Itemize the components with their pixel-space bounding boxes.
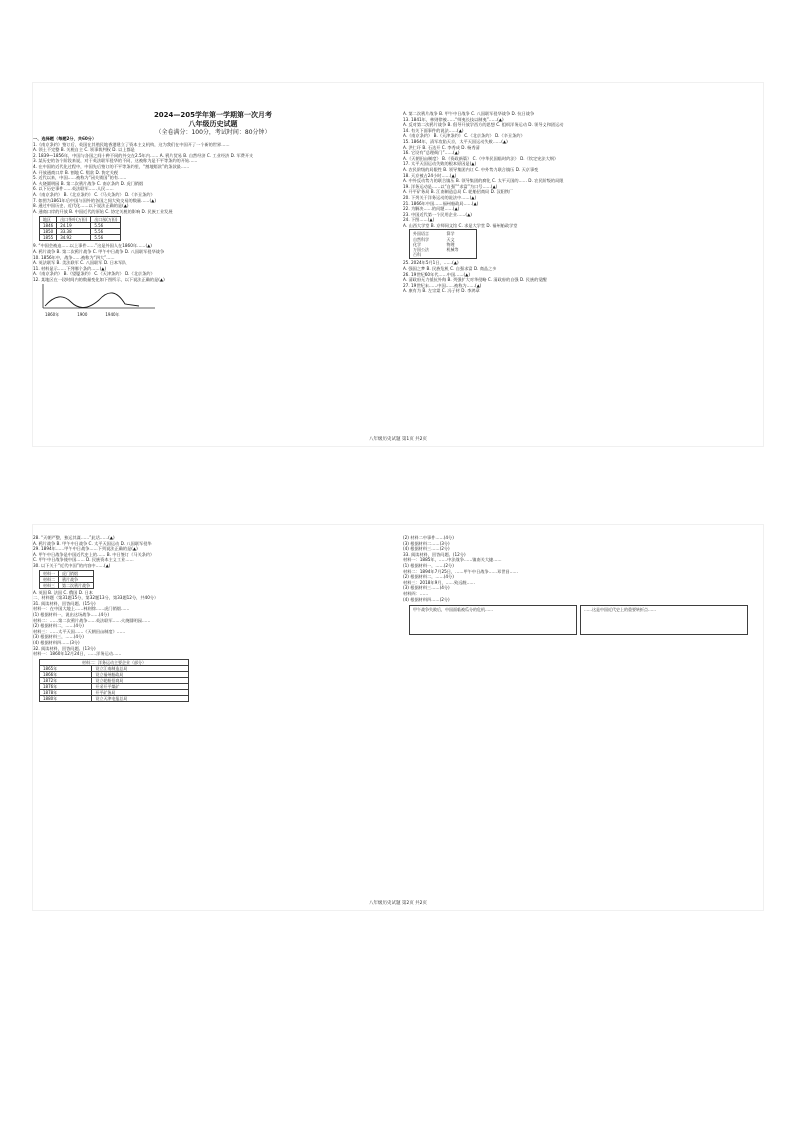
table-cell: 1846 bbox=[40, 223, 57, 229]
question-line: 6. 以下历史事件……英法联军……人民…… bbox=[33, 186, 114, 192]
course-item: 万国公法 bbox=[413, 247, 429, 253]
question-line: (2) 根据材料二，……(4分) bbox=[33, 623, 84, 629]
table-row bbox=[40, 695, 189, 701]
question-line: 19. 洋务运动是……以“自强”“求富”为口号……(▲) bbox=[403, 183, 498, 189]
question-line: A. 中外反动势力的联合镇压 B. 领导集团的腐化 C. 太平天国的…… D. 农民阶级的局限 bbox=[403, 178, 564, 184]
page2-left-column bbox=[33, 525, 393, 910]
table-cell: 设立福州船政局 bbox=[92, 671, 189, 677]
page-footer: 八年级历史试题 第2页 共2页 bbox=[368, 901, 428, 906]
question-line: 26. 19世纪60年代……中国……(▲) bbox=[403, 271, 471, 277]
course-item: 算学 bbox=[446, 231, 455, 237]
page1-left-questions bbox=[33, 142, 393, 215]
question-line: (2) 根据材料二，……(4分) bbox=[403, 574, 454, 580]
table-row bbox=[40, 582, 94, 588]
question-line: A.《天朝田亩制度》 B.《资政新篇》 C.《中华民国临时约法》 D.《钦定宪法大纲》 bbox=[403, 155, 559, 161]
question-line: A. 甲午中日战争是中国近代史上的…… B. 中日签订《马关条约》 bbox=[33, 551, 155, 557]
table-cell: 1876年 bbox=[40, 683, 92, 689]
question-line: 13. 1841年，林则徐被……“师夷长技以制夷”……(▲) bbox=[403, 116, 504, 122]
table-header-cell: 地区 bbox=[40, 217, 57, 223]
table-cell: 材料三 bbox=[40, 582, 59, 588]
question-12-graph bbox=[39, 282, 393, 318]
question-line: A. 鸦片战争 B. 第二次鸦片战争 C. 甲午中日战争 D. 八国联军侵华战争 bbox=[33, 248, 165, 254]
page2-right-questions bbox=[403, 535, 763, 602]
page-footer: 八年级历史试题 第1页 共2页 bbox=[368, 437, 428, 442]
graph-year-label: 1860年 bbox=[45, 312, 60, 318]
table-cell: 5.56 bbox=[91, 229, 121, 235]
course-item: 物理 bbox=[446, 241, 455, 247]
question-line: 二、材料题（第31题15分，第32题13分，第33题12分，共40分） bbox=[33, 595, 159, 601]
table-cell: 33.38 bbox=[57, 229, 91, 235]
question-line: A. 英国 B. 法国 C. 俄国 D. 日本 bbox=[33, 589, 93, 595]
graph-year-label: 1940年 bbox=[105, 312, 120, 318]
table-cell: 34.92 bbox=[57, 235, 91, 241]
question-line: 18. 天京被占24小时……(▲) bbox=[403, 172, 457, 178]
question-line: A. 开平矿务局 B. 江南制造总局 C. 轮船招商局 D. 汉阳铁厂 bbox=[403, 189, 514, 195]
table-header-cell: 出口茶叶(万担) bbox=[57, 217, 91, 223]
course-item: 天文 bbox=[446, 236, 455, 242]
question-line: 17. 太平天国运动失败的根本原因是(▲) bbox=[403, 161, 477, 167]
question-line: C. 甲午中日战争使中国…… D. 民族资本主义工业…… bbox=[33, 557, 134, 563]
question-line: (4) 根据材料三……(2分) bbox=[403, 546, 450, 552]
table-cell: 设立轮船招商局 bbox=[92, 677, 189, 683]
question-line: A. 通商口岸的开放 B. 中国近代的原始 C. 协定关税的影响 D. 民族工业发展 bbox=[33, 208, 173, 214]
table-cell: 1850 bbox=[40, 229, 57, 235]
table-row bbox=[40, 235, 121, 241]
question-24-box bbox=[409, 229, 477, 259]
question-line: 材料一：1885年，……中法战争……镇南关大捷…… bbox=[403, 557, 502, 563]
question-line: 9. “中国会被迫……以上事件……”这是外国人在1860年……(▲) bbox=[33, 243, 152, 249]
table-cell: 24.19 bbox=[57, 223, 91, 229]
table-header-cell: 出口丝(万担) bbox=[91, 217, 121, 223]
question-line: (1) 根据材料一，……(2分) bbox=[403, 562, 454, 568]
table-cell: 5.56 bbox=[91, 235, 121, 241]
page1-right-questions bbox=[403, 111, 763, 228]
question-line: 4. 在中国的近代化过程中，中国先后签订的不平等条约里，“割地赔款”的条款最…… bbox=[33, 163, 190, 169]
exam-info: （全卷满分：100分，考试时间：80分钟） bbox=[155, 129, 271, 136]
question-line: 25. 2024年5月1日，……(▲) bbox=[403, 260, 459, 266]
question-line: A. 开放通商口岸 B. 割地 C. 赔款 D. 协定关税 bbox=[33, 169, 119, 175]
question-line: A. 领土不完整 B. 关税自主 C. 领事裁判权 D. 以上都是 bbox=[33, 147, 135, 153]
course-item: 百科 bbox=[413, 252, 421, 258]
table-cell: 5.56 bbox=[91, 223, 121, 229]
table-cell: 材料一 bbox=[40, 570, 59, 576]
table-cell: 1880年 bbox=[40, 695, 92, 701]
question-line: A. 火烧圆明园 B. 第二次鸦片战争 C. 南京条约 D. 虎门销烟 bbox=[33, 180, 144, 186]
question-7-table bbox=[39, 216, 121, 241]
question-line: A. 农民阶级的局限性 B. 领导集团内讧 C. 中外势力联合镇压 D. 天京事变 bbox=[403, 166, 539, 172]
question-line: 24. 下图……(▲) bbox=[403, 217, 435, 223]
question-line: A. 强国之梦 B. 民族危机 C. 自强求富 D. 商品之多 bbox=[403, 266, 497, 272]
table-cell: 材料二 bbox=[40, 576, 59, 582]
question-line: A.《南京条约》 B.《北京条约》 C.《马关条约》 D.《辛丑条约》 bbox=[33, 191, 155, 197]
question-line: 23. 中国近代第一个民用企业……(▲) bbox=[403, 211, 472, 217]
question-line: (3) 根据材料二……(3分) bbox=[403, 540, 450, 546]
question-line: A. 康有为 B. 左宗棠 C. 冯子材 D. 李鸿章 bbox=[403, 288, 480, 294]
table-cell: 第二次鸦片战争 bbox=[59, 582, 94, 588]
table-cell: 开平矿务局 bbox=[92, 689, 189, 695]
question-line: 5. 近代以来，中国……被称为“闭关锁国”的有…… bbox=[33, 175, 127, 181]
page1-right-questions-b bbox=[403, 260, 763, 294]
table-cell: 设立江南制造总局 bbox=[92, 665, 189, 671]
question-line: (3) 根据材料三，……(4分) bbox=[33, 634, 84, 640]
table-cell: 虎门销烟 bbox=[59, 570, 94, 576]
question-line: A. 洪仁玕 B. 石达开 C. 李秀成 D. 杨秀清 bbox=[403, 144, 480, 150]
question-line: 22. 为解决……的问题……(▲) bbox=[403, 206, 460, 212]
question-line: 材料一：1860年12月24日，……洋务运动…… bbox=[33, 651, 122, 657]
question-line: 材料四：…… bbox=[403, 590, 429, 596]
table-cell: 1855 bbox=[40, 235, 57, 241]
question-line: 10. 1856年中，战争……被称为“四大”…… bbox=[33, 254, 115, 260]
table-cell: 设立天津电报总局 bbox=[92, 695, 189, 701]
question-line: 20. 下列关于洋务运动的说法中……(▲) bbox=[403, 194, 477, 200]
question-line: 材料一：在中国大地上……林则徐……虎门销烟…… bbox=[33, 606, 130, 612]
question-line: (2) 材料二中事件……(4分) bbox=[403, 535, 454, 540]
question-line: A.《南京条约》 B.《天津条约》 C.《北京条约》 D.《辛丑条约》 bbox=[403, 133, 525, 139]
question-line: 21. 1866年中国……福州船政局……(▲) bbox=[403, 200, 479, 206]
question-30-table bbox=[39, 570, 94, 589]
page1-right-column bbox=[403, 83, 763, 446]
question-line: 29. 1894年……甲午中日战争……下列说法正确的是(▲) bbox=[33, 546, 138, 552]
question-line: A. 清政府无力抵抗外侮 B. 列强扩大对华侵略 C. 清政府的自强 D. 民族的觉醒 bbox=[403, 277, 547, 283]
page2-left-questions-b bbox=[33, 590, 393, 657]
question-line: 材料三：2018年9月，……致远舰…… bbox=[403, 579, 475, 585]
question-line: 材料二：1894年7月25日，……甲午中日战争……邓世昌…… bbox=[403, 568, 518, 574]
question-line: (4) 根据材料四……(3分) bbox=[33, 639, 80, 645]
question-line: (4) 根据材料四……(2分) bbox=[403, 596, 450, 602]
question-line: 15. 1864年，清军攻陷天京，太平天国运动失败……(▲) bbox=[403, 138, 508, 144]
material-box-left: 甲午战争失败后，中国面临被瓜分的危机…… bbox=[409, 605, 577, 635]
question-line: A. 反对第二次鸦片战争 B. 倡导开放学西方的思想 C. 组织洋务运动 D. 领导义和团运动 bbox=[403, 122, 564, 128]
page2-left-questions bbox=[33, 535, 393, 569]
question-line: 3. 某历史的各个阶段来说，对于英法联军侵华的不同，这被称为是不平等条约的开始…… bbox=[33, 158, 198, 164]
table-cell: 1872年 bbox=[40, 677, 92, 683]
question-line: A. 山西大学堂 B. 京师同文馆 C. 求是大学堂 D. 福州船政学堂 bbox=[403, 222, 518, 228]
page2-right-column bbox=[403, 525, 763, 910]
graph-curve bbox=[45, 293, 139, 308]
question-line: 16. 它设有“总理衙门”……(▲) bbox=[403, 150, 460, 156]
question-line: 12. 某地区在一段时间内的数量变化如下图所示，以下说法正确的是(▲) bbox=[33, 276, 165, 282]
question-line: A. 英法联军 B. 美法联军 C. 八国联军 D. 日本军队 bbox=[33, 260, 127, 266]
table-title: 材料二：洋务运动主要企业（部分） bbox=[40, 659, 189, 665]
table-cell: 1878年 bbox=[40, 689, 92, 695]
question-line: 1.《南京条约》签订后，英国在其殖民地香港建立了资本主义机构，这为我们在中国开了一个新的世界…… bbox=[33, 141, 230, 147]
exam-title: 2024—205学年第一学期第一次月考 bbox=[153, 111, 273, 119]
section-1-heading: 一、选择题（每题2分，共60分） bbox=[33, 136, 97, 141]
exam-page-2 bbox=[33, 525, 763, 910]
question-32-table bbox=[39, 659, 189, 702]
question-line: 32. 阅读材料，回答问题。(13分) bbox=[33, 645, 96, 651]
question-line: 11. 材料显示……下列哪个条约……(▲) bbox=[33, 265, 107, 271]
question-line: 材料二：……第二次鸦片战争……英法联军……火烧圆明园…… bbox=[33, 617, 151, 623]
question-line: 材料三：……太平天国……《天朝田亩制度》…… bbox=[33, 628, 126, 634]
question-line: 2. 1839—1856年，中国与各国之间十种不同的外交在2.5年内…… A. 鸦片贸易 B. 自然经济 C. 工业经济 D. 军费开支 bbox=[33, 152, 254, 158]
question-line: A. 第二次鸦片战争 B. 甲午中日战争 C. 八国联军侵华战争 D. 抗日战争 bbox=[403, 111, 535, 116]
question-line: (1) 根据材料一，说出这场战争……(4分) bbox=[33, 611, 110, 617]
question-line: 33. 阅读材料，回答问题。(12分) bbox=[403, 551, 466, 557]
table-cell: 1865年 bbox=[40, 665, 92, 671]
page1-left-column bbox=[33, 83, 393, 446]
question-33-boxes bbox=[409, 605, 763, 635]
question-line: A. 鸦片战争 B. 甲午中日战争 C. 太平天国运动 D. 八国联军侵华 bbox=[33, 540, 152, 546]
exam-page-1 bbox=[33, 83, 763, 446]
question-line: 28. “天朝严整，独运其谋……”此话……(▲) bbox=[33, 535, 115, 540]
table-cell: 开采开平煤矿 bbox=[92, 683, 189, 689]
table-cell: 鸦片战争 bbox=[59, 576, 94, 582]
course-item: 化学 bbox=[413, 241, 421, 247]
graph-year-label: 1900 bbox=[77, 312, 88, 318]
table-cell: 1866年 bbox=[40, 671, 92, 677]
course-item: 外国语言 bbox=[413, 231, 429, 237]
question-line: 27. 19世纪末……中国……被称为……(▲) bbox=[403, 282, 482, 288]
course-item: 自然科学 bbox=[413, 236, 429, 242]
course-item: 机械等 bbox=[446, 247, 459, 253]
exam-subtitle: 八年级历史试题 bbox=[188, 120, 238, 128]
question-line: 30. 以下关于“近代中国”的内容中……(▲) bbox=[33, 562, 111, 568]
material-box-right: ……这是中国近代史上的重要转折点…… bbox=[580, 605, 748, 635]
question-line: 7. 如图为1861年后中国与国外的各国之间大致交易的数量……(▲) bbox=[33, 197, 156, 203]
question-line: (3) 根据材料三……(4分) bbox=[403, 585, 450, 591]
page1-left-questions-b bbox=[33, 243, 393, 282]
question-line: A.《南京条约》 B.《望厦条约》 C.《天津条约》 D.《北京条约》 bbox=[33, 271, 155, 277]
question-line: 8. 通过中国历史，近代化……以下说法正确的是(▲) bbox=[33, 203, 129, 209]
question-line: 14. 有关下面事件的说法……(▲) bbox=[403, 127, 464, 133]
question-line: 31. 阅读材料，回答问题。(15分) bbox=[33, 600, 96, 606]
